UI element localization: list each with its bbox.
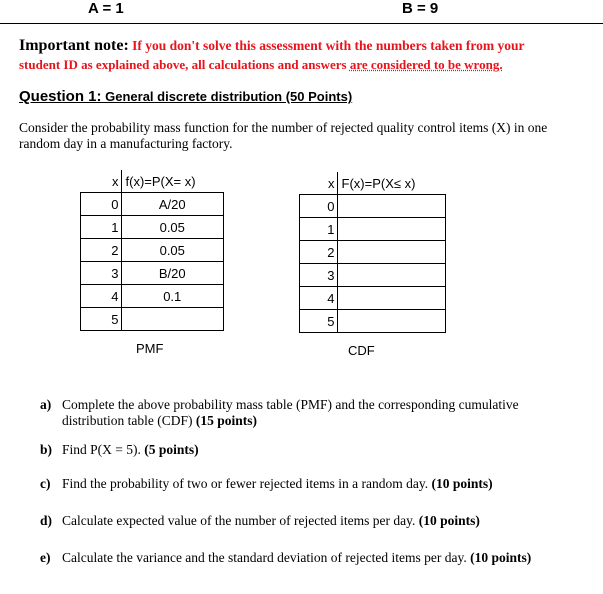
part-a-points: (15 points) <box>195 413 258 428</box>
cdf-table <box>299 172 446 333</box>
pmf-row <box>81 285 224 308</box>
part-c-label: c) <box>40 476 51 491</box>
pmf-f-cell: B/20 <box>121 262 224 285</box>
pmf-caption: PMF <box>136 341 164 356</box>
pmf-f-cell: A/20 <box>121 193 224 216</box>
part-a-text: Complete the above probability mass table (PMF) and the corresponding cumulative distribution table (CDF) <box>62 397 519 428</box>
cdf-f-cell <box>337 218 446 241</box>
part-e-label: e) <box>40 550 51 565</box>
pmf-row <box>81 216 224 239</box>
part-c-text: Find the probability of two or fewer rejected items in a random day. <box>62 476 432 491</box>
part-c-points: (10 points) <box>431 476 493 491</box>
important-note-lead: Important note: <box>19 37 129 54</box>
cdf-f-cell <box>337 264 446 287</box>
pmf-header-f: f(x)=P(X= x) <box>125 173 196 189</box>
pmf-x-cell: 1 <box>81 216 122 239</box>
part-b-label: b) <box>40 442 53 457</box>
important-note-line1 <box>19 37 525 55</box>
question-intro: Consider the probability mass function for the number of rejected quality control items (X) in one random day in a manufacturing factory. <box>19 120 548 151</box>
b-value-label: B = 9 <box>402 0 439 17</box>
part-d-points: (10 points) <box>418 513 480 528</box>
pmf-f-cell <box>121 308 224 331</box>
question-heading-number: Question 1: <box>19 88 102 105</box>
pmf-x-cell: 0 <box>81 193 122 216</box>
cdf-f-cell <box>337 241 446 264</box>
pmf-x-cell: 3 <box>81 262 122 285</box>
cdf-caption: CDF <box>348 343 375 358</box>
a-value-label: A = 1 <box>88 0 124 17</box>
cdf-x-cell: 1 <box>300 218 338 241</box>
part-b-points: (5 points) <box>144 442 199 457</box>
cdf-x-cell: 3 <box>300 264 338 287</box>
part-e-points: (10 points) <box>470 550 532 565</box>
part-d <box>40 513 580 531</box>
pmf-header-row <box>81 170 224 193</box>
cdf-x-cell: 4 <box>300 287 338 310</box>
cdf-x-cell: 0 <box>300 195 338 218</box>
part-e-body <box>62 550 542 566</box>
cdf-f-cell <box>337 287 446 310</box>
pmf-table <box>80 170 224 331</box>
part-b-body <box>62 442 562 458</box>
part-c-body <box>62 476 582 492</box>
cdf-row <box>300 310 446 333</box>
cdf-row <box>300 264 446 287</box>
important-note-text-2a: student ID as explained above, all calculations and answers <box>19 57 350 72</box>
part-a-body <box>62 397 562 429</box>
cdf-x-cell: 5 <box>300 310 338 333</box>
cdf-f-cell <box>337 310 446 333</box>
pmf-x-cell: 5 <box>81 308 122 331</box>
pmf-x-cell: 4 <box>81 285 122 308</box>
pmf-f-cell: 0.05 <box>121 239 224 262</box>
part-e <box>40 550 580 584</box>
pmf-row <box>81 262 224 285</box>
part-b-text: Find P(X = 5). <box>62 442 145 457</box>
part-a-label: a) <box>40 397 52 412</box>
header-divider <box>0 23 603 24</box>
cdf-row <box>300 241 446 264</box>
part-b <box>40 442 580 460</box>
part-d-text: Calculate expected value of the number of rejected items per day. <box>62 513 419 528</box>
pmf-row <box>81 193 224 216</box>
part-c <box>40 476 580 494</box>
cdf-row <box>300 195 446 218</box>
important-note-text-2b: are considered to be wrong. <box>349 57 503 72</box>
pmf-f-cell: 0.1 <box>121 285 224 308</box>
important-note-text-1: If you don't solve this assessment with the numbers taken from your <box>128 38 525 53</box>
important-note-line2 <box>19 57 503 73</box>
part-d-label: d) <box>40 513 53 528</box>
part-e-text: Calculate the variance and the standard deviation of rejected items per day. <box>62 550 471 565</box>
pmf-header-x: x <box>81 170 122 193</box>
part-a <box>40 397 580 431</box>
part-d-body <box>62 513 582 529</box>
pmf-f-cell: 0.05 <box>121 216 224 239</box>
cdf-header-row <box>300 172 446 195</box>
cdf-row <box>300 218 446 241</box>
pmf-x-cell: 2 <box>81 239 122 262</box>
cdf-header-x: x <box>300 172 338 195</box>
question-heading <box>19 88 352 105</box>
pmf-row <box>81 308 224 331</box>
cdf-x-cell: 2 <box>300 241 338 264</box>
cdf-row <box>300 287 446 310</box>
cdf-header-f: F(x)=P(X≤ x) <box>341 175 416 191</box>
pmf-row <box>81 239 224 262</box>
cdf-f-cell <box>337 195 446 218</box>
question-heading-title: General discrete distribution (50 Points) <box>101 89 353 104</box>
